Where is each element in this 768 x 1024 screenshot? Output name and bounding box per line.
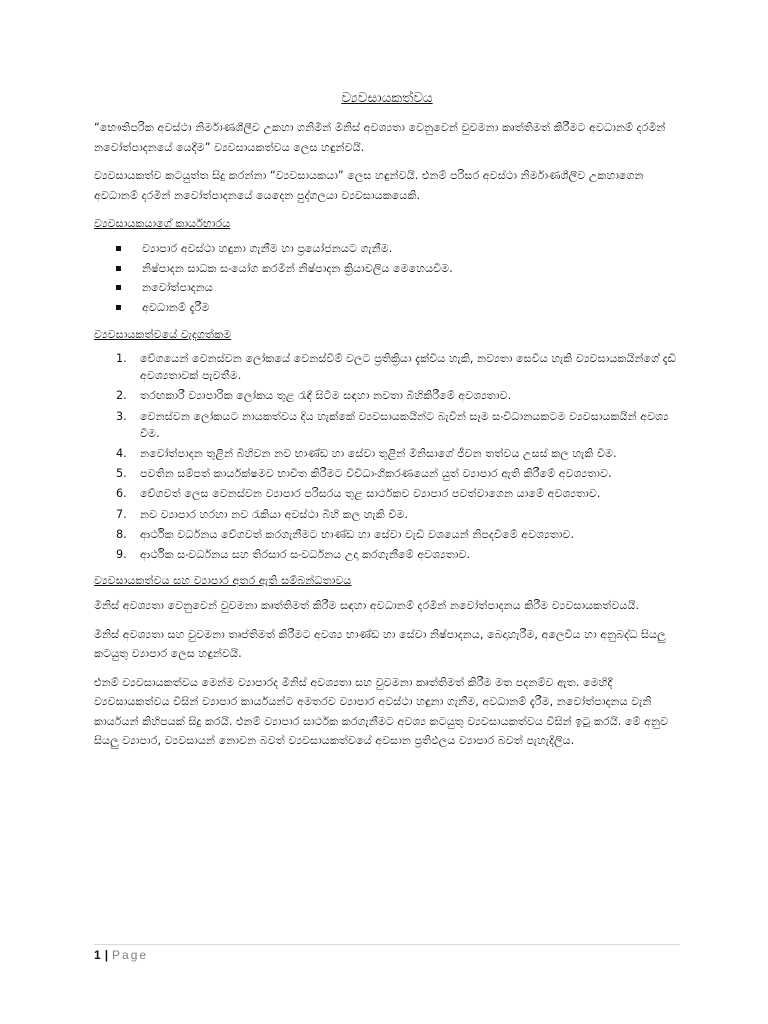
intro-paragraph: “භෞතිපරික අවස්ථා නිර්මාණශීලීව උකහා ගනිමින් මිනිස් අවශ්‍යතා වෙනුවෙන් වුවමනා කෘත්තිමත් කිරීමට අවධානම් දරමින් නවෝත්පාදනයේ යෙදීම” ව්‍යවසායකත්වය ලෙස හඳුන්වයි.: [94, 121, 666, 154]
relationship-paragraph-2: මිනිස් අවශ්‍යතා සහ වුවමනා තෘප්තිමත් කිරීමට අවශ්‍ය භාණ්ඩ හා සේවා නිෂ්පාදනය, බෙදාහැරීම, අලෙවිය හා අනුබද්ධ සියලු කටයුතු ව්‍යාපාර ලෙස හඳුන්වයි.: [94, 627, 666, 661]
list-item: 2. තරඟකාරී ව්‍යාපාරික ලෝකය තුළ රැඳී සිටීම සඳහා නවතා බිහිකිරීමේ අවශ්‍යතාව.: [116, 389, 512, 403]
list-item: 1. වේගයෙන් වෙනස්වන ලෝකයේ වෙනස්වීම් වලට ප්‍රතික්‍රියා දැක්විය හැකි, නව්‍යතා සෙවිය හැකි ව්‍යවසායකයින්ගේ දැඩි අවශ්‍යතාවක් පැවතීම.: [116, 352, 676, 383]
bullet-square-icon: [116, 305, 121, 310]
page-label: Page: [112, 948, 149, 962]
list-item: 9. ආර්ථික සංවර්ධනය සහ තිරසාර සංවර්ධනය උදා කරගැනීමේ අවශ්‍යතාව.: [116, 548, 471, 562]
section-heading-importance: ව්‍යවසායකත්වයේ වැදගත්කම: [94, 328, 232, 341]
page-footer: [94, 948, 148, 962]
list-item: නවෝත්පාදනය: [94, 278, 680, 298]
footer-divider: [94, 944, 680, 945]
list-item: අවධානම් දැරීම: [94, 298, 680, 318]
roles-list: [94, 239, 680, 317]
document-title: ව්‍යවසායකත්වය: [341, 90, 433, 106]
footer-separator: |: [104, 948, 109, 962]
page-number: 1: [94, 948, 101, 962]
definition-paragraph: ව්‍යවසායකත්ව කටයුත්ත සිදු කරන්නා “ව්‍යවසායකයා” ලෙස හඳුන්වයි. එනම් පරිසර අවස්ථා නිර්මාණශීලීව උකහාගෙන අවධානම් දරමින් නවෝත්පාදනයේ යෙදෙන පුද්ගලයා ව්‍යවසායකයෙකි.: [94, 169, 644, 202]
list-item: ව්‍යාපාර අවස්ථා හඳුනා ගැනීම හා ප්‍රයෝජනයට ගැනීම.: [94, 239, 680, 259]
document-body: [94, 88, 680, 760]
relationship-paragraph-1: මිනිස් අවශ්‍යතා වෙනුවෙන් වුවමනා කෘත්තිමත් කිරීම සඳහා අවධානම් දරමින් නවෝත්පාදනය කිරීම ව්‍යවසායකත්වයයි.: [94, 599, 640, 613]
list-item: 3. වෙනස්වන ලෝකයට නායකත්වය දිය හැක්කේ ව්‍යවසායකයින්ට බැවින් සෑම සංවිධානයකටම ව්‍යවසායකයින් අවශ්‍ය වීම.: [116, 409, 669, 440]
bullet-square-icon: [116, 266, 121, 271]
list-item: 8. ආර්ථික වර්ධනය වේගවත් කරගැනීමට භාණ්ඩ හා සේවා වැඩි වශයෙන් නිපදවීමේ අවශ්‍යතාව.: [116, 527, 575, 541]
list-item: නිෂ්පාදන සාධක සංයෝග කරමින් නිෂ්පාදන ක්‍රියාවලිය මෙහෙයවීම.: [94, 259, 680, 279]
list-item: 5. පවතින සම්පත් කාර්යක්ෂමව භාවිත කිරීමට විවිධාංගීකරණයෙන් යුත් ව්‍යාපාර ඇති කිරීමේ අවශ්‍යතාව.: [116, 467, 612, 481]
importance-list: [94, 350, 680, 563]
relationship-paragraph-3: එනම් ව්‍යවසායකත්වය මෙන්ම ව්‍යාපාරද මිනිස් අවශ්‍යතා සහ වුවමනා කෘත්තිමත් කිරීම මත පදනම්ව ඇත. මෙහිදී ව්‍යවසායකත්වය විසින් ව්‍යාපාර කාර්යයන්ට අමතරව ව්‍යාපාර අවස්ථා හඳුනා ගැනීම, අවධානම් දැරීම, නවෝත්පාදනය වැනි කාර්යයන් කිහිපයක් සිදු කරයි. එනම් ව්‍යාපාර සාර්ථක කරගැනීමට අවශ්‍ය කටයුතු ව්‍යවසායකත්වය විසින් ඉටු කරයි. මේ අනුව සියලු ව්‍යාපාර, ව්‍යවසායන් නොවන බවත් ව්‍යවසායකත්වයේ අවසාන ප්‍රතිඵලය ව්‍යාපාර බවත් පැහැදිලිය.: [94, 675, 669, 748]
bullet-square-icon: [116, 285, 121, 290]
list-item: 7. නව ව්‍යාපාර හරහා නව රැකියා අවස්ථා බිහි කල හැකි වීම.: [116, 507, 409, 521]
section-heading-roles: ව්‍යවසායකයාගේ කාර්යභාරය: [94, 217, 231, 230]
section-heading-relationship: ව්‍යවසායකත්වය සහ ව්‍යාපාර අතර ඇති සම්බන්ධතාවය: [94, 574, 352, 588]
list-item: 6. වේගවත් ලෙස වෙනස්වන ව්‍යාපාර පරිසරය තුළ සාර්ථකව ව්‍යාපාර පවත්වාගෙන යාමේ අවශ්‍යතාව.: [116, 487, 601, 501]
bullet-square-icon: [116, 246, 121, 251]
list-item: 4. නවෝත්පාදන තුළින් බිහිවන නව භාණ්ඩ හා සේවා තුළින් මිනිසාගේ ජීවන තත්වය උසස් කල හැකි වීම.: [116, 447, 617, 461]
